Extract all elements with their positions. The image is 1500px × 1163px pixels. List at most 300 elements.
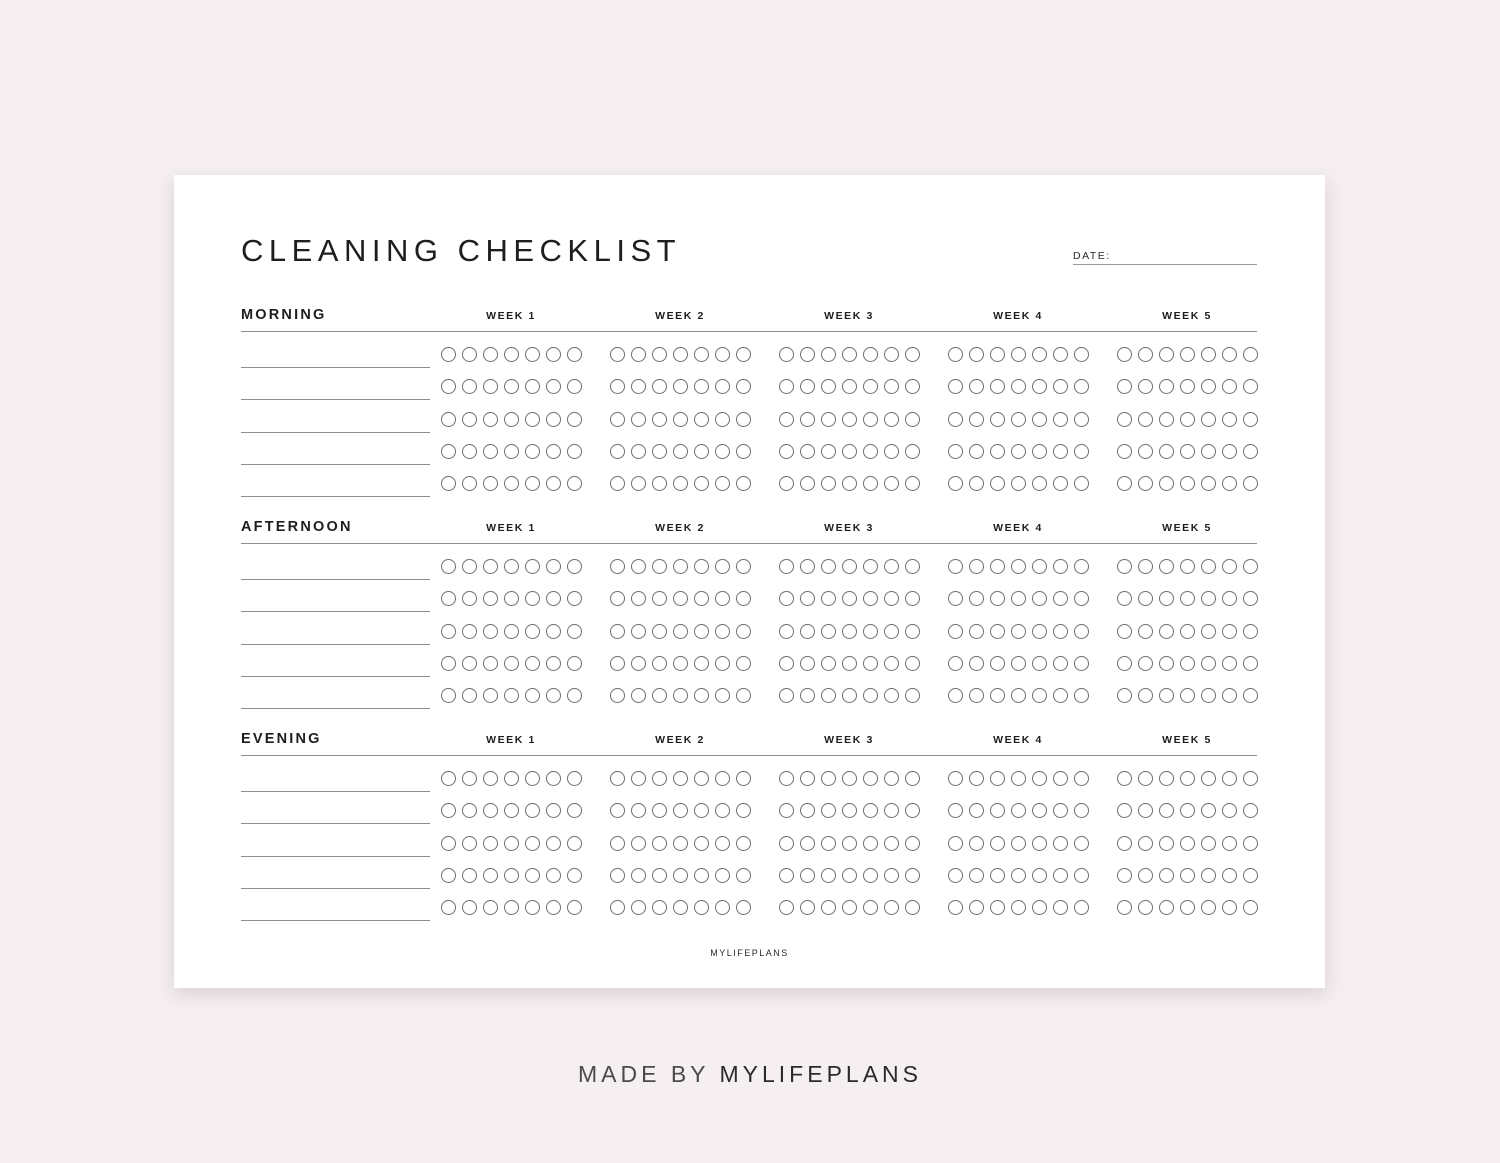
- day-checkbox[interactable]: [1011, 624, 1026, 639]
- day-checkbox[interactable]: [441, 900, 456, 915]
- day-checkbox[interactable]: [779, 591, 794, 606]
- day-checkbox[interactable]: [1243, 591, 1258, 606]
- day-checkbox[interactable]: [694, 379, 709, 394]
- day-checkbox[interactable]: [1117, 591, 1132, 606]
- day-checkbox[interactable]: [1074, 379, 1089, 394]
- day-checkbox[interactable]: [1117, 836, 1132, 851]
- day-checkbox[interactable]: [969, 688, 984, 703]
- day-checkbox[interactable]: [441, 656, 456, 671]
- day-checkbox[interactable]: [821, 688, 836, 703]
- day-checkbox[interactable]: [631, 900, 646, 915]
- day-checkbox[interactable]: [905, 803, 920, 818]
- day-checkbox[interactable]: [715, 379, 730, 394]
- day-checkbox[interactable]: [1201, 803, 1216, 818]
- day-checkbox[interactable]: [525, 900, 540, 915]
- day-checkbox[interactable]: [990, 624, 1005, 639]
- day-checkbox[interactable]: [905, 347, 920, 362]
- day-checkbox[interactable]: [1180, 771, 1195, 786]
- day-checkbox[interactable]: [525, 803, 540, 818]
- day-checkbox[interactable]: [884, 836, 899, 851]
- day-checkbox[interactable]: [990, 379, 1005, 394]
- day-checkbox[interactable]: [884, 868, 899, 883]
- day-checkbox[interactable]: [779, 688, 794, 703]
- day-checkbox[interactable]: [842, 476, 857, 491]
- day-checkbox[interactable]: [905, 444, 920, 459]
- day-checkbox[interactable]: [715, 803, 730, 818]
- day-checkbox[interactable]: [1117, 476, 1132, 491]
- day-checkbox[interactable]: [1222, 412, 1237, 427]
- day-checkbox[interactable]: [1117, 803, 1132, 818]
- day-checkbox[interactable]: [1032, 379, 1047, 394]
- day-checkbox[interactable]: [1180, 559, 1195, 574]
- day-checkbox[interactable]: [694, 591, 709, 606]
- day-checkbox[interactable]: [610, 559, 625, 574]
- day-checkbox[interactable]: [610, 656, 625, 671]
- day-checkbox[interactable]: [863, 476, 878, 491]
- day-checkbox[interactable]: [969, 624, 984, 639]
- day-checkbox[interactable]: [1074, 900, 1089, 915]
- day-checkbox[interactable]: [800, 624, 815, 639]
- day-checkbox[interactable]: [800, 379, 815, 394]
- day-checkbox[interactable]: [948, 347, 963, 362]
- day-checkbox[interactable]: [546, 656, 561, 671]
- day-checkbox[interactable]: [483, 868, 498, 883]
- day-checkbox[interactable]: [694, 444, 709, 459]
- day-checkbox[interactable]: [948, 688, 963, 703]
- day-checkbox[interactable]: [567, 444, 582, 459]
- day-checkbox[interactable]: [1243, 624, 1258, 639]
- day-checkbox[interactable]: [1032, 836, 1047, 851]
- day-checkbox[interactable]: [462, 656, 477, 671]
- day-checkbox[interactable]: [800, 559, 815, 574]
- day-checkbox[interactable]: [483, 476, 498, 491]
- day-checkbox[interactable]: [884, 444, 899, 459]
- day-checkbox[interactable]: [1053, 624, 1068, 639]
- day-checkbox[interactable]: [525, 559, 540, 574]
- day-checkbox[interactable]: [1180, 624, 1195, 639]
- day-checkbox[interactable]: [1011, 900, 1026, 915]
- day-checkbox[interactable]: [1159, 559, 1174, 574]
- day-checkbox[interactable]: [948, 559, 963, 574]
- day-checkbox[interactable]: [863, 444, 878, 459]
- day-checkbox[interactable]: [1180, 656, 1195, 671]
- day-checkbox[interactable]: [462, 868, 477, 883]
- day-checkbox[interactable]: [1201, 688, 1216, 703]
- day-checkbox[interactable]: [610, 591, 625, 606]
- day-checkbox[interactable]: [694, 836, 709, 851]
- day-checkbox[interactable]: [483, 559, 498, 574]
- day-checkbox[interactable]: [673, 868, 688, 883]
- day-checkbox[interactable]: [610, 624, 625, 639]
- day-checkbox[interactable]: [1053, 444, 1068, 459]
- day-checkbox[interactable]: [715, 836, 730, 851]
- day-checkbox[interactable]: [948, 656, 963, 671]
- day-checkbox[interactable]: [1243, 868, 1258, 883]
- day-checkbox[interactable]: [1201, 559, 1216, 574]
- day-checkbox[interactable]: [652, 688, 667, 703]
- day-checkbox[interactable]: [462, 900, 477, 915]
- day-checkbox[interactable]: [800, 868, 815, 883]
- day-checkbox[interactable]: [1074, 412, 1089, 427]
- day-checkbox[interactable]: [1011, 379, 1026, 394]
- day-checkbox[interactable]: [673, 836, 688, 851]
- day-checkbox[interactable]: [1201, 347, 1216, 362]
- day-checkbox[interactable]: [1222, 591, 1237, 606]
- day-checkbox[interactable]: [652, 868, 667, 883]
- day-checkbox[interactable]: [441, 803, 456, 818]
- day-checkbox[interactable]: [1222, 656, 1237, 671]
- day-checkbox[interactable]: [905, 559, 920, 574]
- day-checkbox[interactable]: [736, 900, 751, 915]
- day-checkbox[interactable]: [694, 771, 709, 786]
- day-checkbox[interactable]: [652, 347, 667, 362]
- day-checkbox[interactable]: [525, 591, 540, 606]
- day-checkbox[interactable]: [884, 688, 899, 703]
- day-checkbox[interactable]: [694, 900, 709, 915]
- day-checkbox[interactable]: [1159, 771, 1174, 786]
- day-checkbox[interactable]: [546, 771, 561, 786]
- day-checkbox[interactable]: [842, 412, 857, 427]
- task-line[interactable]: [241, 791, 430, 792]
- day-checkbox[interactable]: [990, 868, 1005, 883]
- day-checkbox[interactable]: [1138, 836, 1153, 851]
- day-checkbox[interactable]: [610, 347, 625, 362]
- day-checkbox[interactable]: [652, 771, 667, 786]
- day-checkbox[interactable]: [1117, 559, 1132, 574]
- day-checkbox[interactable]: [1180, 347, 1195, 362]
- task-line[interactable]: [241, 432, 430, 433]
- day-checkbox[interactable]: [715, 559, 730, 574]
- day-checkbox[interactable]: [736, 347, 751, 362]
- task-line[interactable]: [241, 856, 430, 857]
- day-checkbox[interactable]: [1243, 900, 1258, 915]
- day-checkbox[interactable]: [990, 803, 1005, 818]
- day-checkbox[interactable]: [884, 656, 899, 671]
- day-checkbox[interactable]: [1138, 476, 1153, 491]
- day-checkbox[interactable]: [483, 379, 498, 394]
- day-checkbox[interactable]: [905, 379, 920, 394]
- day-checkbox[interactable]: [863, 803, 878, 818]
- task-line[interactable]: [241, 920, 430, 921]
- day-checkbox[interactable]: [1159, 624, 1174, 639]
- day-checkbox[interactable]: [462, 624, 477, 639]
- day-checkbox[interactable]: [715, 412, 730, 427]
- day-checkbox[interactable]: [1032, 868, 1047, 883]
- day-checkbox[interactable]: [715, 444, 730, 459]
- day-checkbox[interactable]: [969, 900, 984, 915]
- day-checkbox[interactable]: [821, 412, 836, 427]
- day-checkbox[interactable]: [1222, 347, 1237, 362]
- day-checkbox[interactable]: [715, 771, 730, 786]
- day-checkbox[interactable]: [1138, 444, 1153, 459]
- day-checkbox[interactable]: [1201, 591, 1216, 606]
- day-checkbox[interactable]: [631, 379, 646, 394]
- day-checkbox[interactable]: [948, 476, 963, 491]
- day-checkbox[interactable]: [715, 476, 730, 491]
- day-checkbox[interactable]: [1201, 379, 1216, 394]
- day-checkbox[interactable]: [1243, 476, 1258, 491]
- day-checkbox[interactable]: [821, 591, 836, 606]
- day-checkbox[interactable]: [1011, 771, 1026, 786]
- day-checkbox[interactable]: [990, 656, 1005, 671]
- day-checkbox[interactable]: [483, 444, 498, 459]
- day-checkbox[interactable]: [631, 771, 646, 786]
- day-checkbox[interactable]: [652, 836, 667, 851]
- day-checkbox[interactable]: [969, 412, 984, 427]
- day-checkbox[interactable]: [905, 900, 920, 915]
- day-checkbox[interactable]: [694, 624, 709, 639]
- day-checkbox[interactable]: [673, 347, 688, 362]
- day-checkbox[interactable]: [969, 771, 984, 786]
- day-checkbox[interactable]: [990, 836, 1005, 851]
- day-checkbox[interactable]: [905, 412, 920, 427]
- task-line[interactable]: [241, 399, 430, 400]
- day-checkbox[interactable]: [842, 900, 857, 915]
- day-checkbox[interactable]: [1117, 412, 1132, 427]
- day-checkbox[interactable]: [1201, 656, 1216, 671]
- day-checkbox[interactable]: [905, 771, 920, 786]
- day-checkbox[interactable]: [525, 379, 540, 394]
- day-checkbox[interactable]: [1053, 771, 1068, 786]
- day-checkbox[interactable]: [1138, 656, 1153, 671]
- day-checkbox[interactable]: [884, 476, 899, 491]
- day-checkbox[interactable]: [1222, 868, 1237, 883]
- day-checkbox[interactable]: [842, 771, 857, 786]
- day-checkbox[interactable]: [567, 476, 582, 491]
- day-checkbox[interactable]: [504, 624, 519, 639]
- day-checkbox[interactable]: [863, 688, 878, 703]
- day-checkbox[interactable]: [905, 591, 920, 606]
- day-checkbox[interactable]: [652, 624, 667, 639]
- day-checkbox[interactable]: [1138, 412, 1153, 427]
- day-checkbox[interactable]: [567, 656, 582, 671]
- day-checkbox[interactable]: [631, 803, 646, 818]
- day-checkbox[interactable]: [1032, 803, 1047, 818]
- day-checkbox[interactable]: [694, 412, 709, 427]
- day-checkbox[interactable]: [800, 688, 815, 703]
- task-line[interactable]: [241, 367, 430, 368]
- day-checkbox[interactable]: [652, 900, 667, 915]
- day-checkbox[interactable]: [1053, 379, 1068, 394]
- task-line[interactable]: [241, 579, 430, 580]
- day-checkbox[interactable]: [546, 379, 561, 394]
- task-line[interactable]: [241, 708, 430, 709]
- day-checkbox[interactable]: [1201, 900, 1216, 915]
- day-checkbox[interactable]: [504, 591, 519, 606]
- day-checkbox[interactable]: [1180, 688, 1195, 703]
- task-line[interactable]: [241, 888, 430, 889]
- day-checkbox[interactable]: [800, 347, 815, 362]
- day-checkbox[interactable]: [779, 900, 794, 915]
- day-checkbox[interactable]: [652, 379, 667, 394]
- day-checkbox[interactable]: [631, 347, 646, 362]
- day-checkbox[interactable]: [990, 412, 1005, 427]
- day-checkbox[interactable]: [1180, 803, 1195, 818]
- day-checkbox[interactable]: [779, 803, 794, 818]
- day-checkbox[interactable]: [736, 836, 751, 851]
- day-checkbox[interactable]: [969, 591, 984, 606]
- day-checkbox[interactable]: [694, 688, 709, 703]
- day-checkbox[interactable]: [504, 688, 519, 703]
- day-checkbox[interactable]: [1074, 688, 1089, 703]
- day-checkbox[interactable]: [715, 656, 730, 671]
- day-checkbox[interactable]: [948, 803, 963, 818]
- day-checkbox[interactable]: [631, 476, 646, 491]
- day-checkbox[interactable]: [525, 476, 540, 491]
- day-checkbox[interactable]: [504, 868, 519, 883]
- day-checkbox[interactable]: [990, 347, 1005, 362]
- day-checkbox[interactable]: [779, 836, 794, 851]
- day-checkbox[interactable]: [736, 624, 751, 639]
- day-checkbox[interactable]: [736, 476, 751, 491]
- day-checkbox[interactable]: [1243, 656, 1258, 671]
- day-checkbox[interactable]: [631, 868, 646, 883]
- task-line[interactable]: [241, 464, 430, 465]
- day-checkbox[interactable]: [863, 868, 878, 883]
- day-checkbox[interactable]: [1011, 412, 1026, 427]
- day-checkbox[interactable]: [779, 656, 794, 671]
- day-checkbox[interactable]: [610, 836, 625, 851]
- day-checkbox[interactable]: [1138, 803, 1153, 818]
- day-checkbox[interactable]: [990, 900, 1005, 915]
- day-checkbox[interactable]: [504, 900, 519, 915]
- day-checkbox[interactable]: [1138, 771, 1153, 786]
- day-checkbox[interactable]: [1032, 476, 1047, 491]
- task-line[interactable]: [241, 496, 430, 497]
- day-checkbox[interactable]: [969, 656, 984, 671]
- day-checkbox[interactable]: [1138, 347, 1153, 362]
- day-checkbox[interactable]: [631, 836, 646, 851]
- day-checkbox[interactable]: [1243, 771, 1258, 786]
- day-checkbox[interactable]: [1074, 476, 1089, 491]
- day-checkbox[interactable]: [504, 559, 519, 574]
- day-checkbox[interactable]: [884, 347, 899, 362]
- day-checkbox[interactable]: [1074, 624, 1089, 639]
- day-checkbox[interactable]: [1117, 624, 1132, 639]
- day-checkbox[interactable]: [1053, 900, 1068, 915]
- day-checkbox[interactable]: [1011, 803, 1026, 818]
- day-checkbox[interactable]: [821, 836, 836, 851]
- day-checkbox[interactable]: [800, 771, 815, 786]
- day-checkbox[interactable]: [1011, 868, 1026, 883]
- day-checkbox[interactable]: [842, 624, 857, 639]
- day-checkbox[interactable]: [504, 412, 519, 427]
- day-checkbox[interactable]: [1222, 836, 1237, 851]
- day-checkbox[interactable]: [1180, 900, 1195, 915]
- day-checkbox[interactable]: [1138, 591, 1153, 606]
- day-checkbox[interactable]: [948, 444, 963, 459]
- day-checkbox[interactable]: [1243, 444, 1258, 459]
- day-checkbox[interactable]: [1053, 476, 1068, 491]
- day-checkbox[interactable]: [1011, 476, 1026, 491]
- day-checkbox[interactable]: [546, 444, 561, 459]
- day-checkbox[interactable]: [1074, 656, 1089, 671]
- day-checkbox[interactable]: [1074, 444, 1089, 459]
- day-checkbox[interactable]: [863, 771, 878, 786]
- day-checkbox[interactable]: [1074, 803, 1089, 818]
- day-checkbox[interactable]: [1074, 868, 1089, 883]
- day-checkbox[interactable]: [1053, 412, 1068, 427]
- day-checkbox[interactable]: [504, 476, 519, 491]
- day-checkbox[interactable]: [1053, 868, 1068, 883]
- day-checkbox[interactable]: [1117, 900, 1132, 915]
- day-checkbox[interactable]: [462, 559, 477, 574]
- day-checkbox[interactable]: [546, 688, 561, 703]
- day-checkbox[interactable]: [673, 379, 688, 394]
- day-checkbox[interactable]: [884, 412, 899, 427]
- day-checkbox[interactable]: [1117, 379, 1132, 394]
- day-checkbox[interactable]: [1159, 688, 1174, 703]
- day-checkbox[interactable]: [1032, 656, 1047, 671]
- day-checkbox[interactable]: [610, 412, 625, 427]
- day-checkbox[interactable]: [441, 771, 456, 786]
- day-checkbox[interactable]: [779, 444, 794, 459]
- day-checkbox[interactable]: [1032, 591, 1047, 606]
- day-checkbox[interactable]: [1159, 347, 1174, 362]
- day-checkbox[interactable]: [1138, 624, 1153, 639]
- day-checkbox[interactable]: [504, 656, 519, 671]
- day-checkbox[interactable]: [673, 624, 688, 639]
- day-checkbox[interactable]: [631, 559, 646, 574]
- day-checkbox[interactable]: [567, 347, 582, 362]
- day-checkbox[interactable]: [441, 444, 456, 459]
- day-checkbox[interactable]: [1222, 444, 1237, 459]
- task-line[interactable]: [241, 823, 430, 824]
- day-checkbox[interactable]: [610, 771, 625, 786]
- day-checkbox[interactable]: [546, 412, 561, 427]
- day-checkbox[interactable]: [462, 347, 477, 362]
- day-checkbox[interactable]: [715, 868, 730, 883]
- day-checkbox[interactable]: [462, 476, 477, 491]
- day-checkbox[interactable]: [1159, 868, 1174, 883]
- day-checkbox[interactable]: [1159, 836, 1174, 851]
- day-checkbox[interactable]: [1053, 559, 1068, 574]
- task-line[interactable]: [241, 644, 430, 645]
- day-checkbox[interactable]: [1222, 476, 1237, 491]
- day-checkbox[interactable]: [441, 591, 456, 606]
- day-checkbox[interactable]: [525, 836, 540, 851]
- day-checkbox[interactable]: [504, 836, 519, 851]
- day-checkbox[interactable]: [1159, 412, 1174, 427]
- day-checkbox[interactable]: [525, 771, 540, 786]
- day-checkbox[interactable]: [842, 836, 857, 851]
- day-checkbox[interactable]: [863, 412, 878, 427]
- day-checkbox[interactable]: [969, 444, 984, 459]
- day-checkbox[interactable]: [694, 559, 709, 574]
- day-checkbox[interactable]: [1243, 559, 1258, 574]
- day-checkbox[interactable]: [483, 688, 498, 703]
- day-checkbox[interactable]: [441, 688, 456, 703]
- day-checkbox[interactable]: [821, 900, 836, 915]
- day-checkbox[interactable]: [483, 803, 498, 818]
- day-checkbox[interactable]: [1180, 379, 1195, 394]
- day-checkbox[interactable]: [441, 347, 456, 362]
- day-checkbox[interactable]: [736, 412, 751, 427]
- day-checkbox[interactable]: [779, 624, 794, 639]
- day-checkbox[interactable]: [736, 444, 751, 459]
- day-checkbox[interactable]: [969, 476, 984, 491]
- day-checkbox[interactable]: [905, 656, 920, 671]
- day-checkbox[interactable]: [821, 868, 836, 883]
- day-checkbox[interactable]: [1117, 444, 1132, 459]
- day-checkbox[interactable]: [1243, 688, 1258, 703]
- day-checkbox[interactable]: [1117, 347, 1132, 362]
- day-checkbox[interactable]: [863, 347, 878, 362]
- day-checkbox[interactable]: [462, 591, 477, 606]
- day-checkbox[interactable]: [441, 412, 456, 427]
- day-checkbox[interactable]: [673, 412, 688, 427]
- day-checkbox[interactable]: [483, 624, 498, 639]
